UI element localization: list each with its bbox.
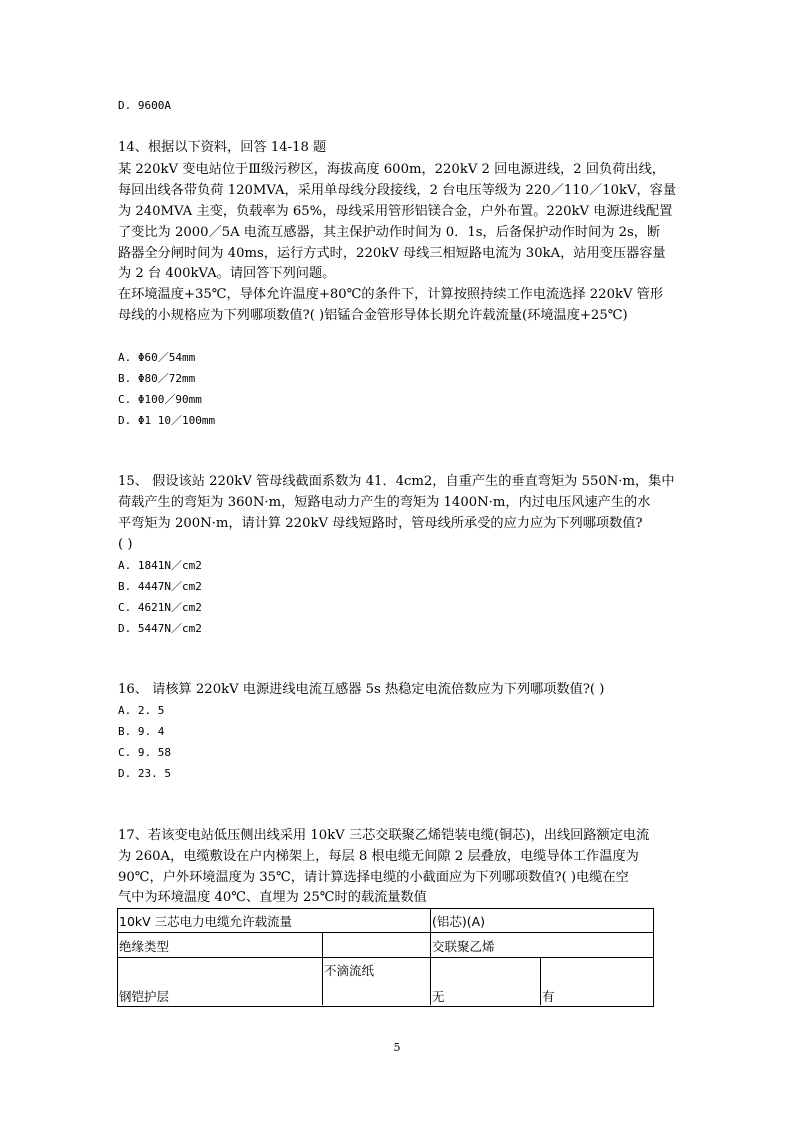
insulation-type-label: 绝缘类型 [119,939,170,954]
q16-option-c: C. 9. 58 [118,746,171,759]
table-title-unit: (铝芯)(A) [432,914,486,929]
table-rule [540,957,541,1005]
q15-text-line: ( ) [118,537,133,552]
q14-text-line: 母线的小规格应为下列哪项数值?( )铝锰合金管形导体长期允许载流量(环境温度+25℃) [118,308,628,323]
table-rule [430,908,431,932]
q14-option-c: C. Φ100／90mm [118,393,202,406]
q15-text-line: 15、 假设该站 220kV 管母线截面系数为 41．4cm2，自重产生的垂直弯矩为 550N·m，集中 [118,474,675,489]
steel-armor-label: 钢铠护层 [119,989,170,1004]
table-rule [430,932,431,1005]
q15-option-c: C. 4621N／cm2 [118,601,202,614]
q15-option-d: D. 5447N／cm2 [118,622,202,635]
q17-text-line: 为 260A，电缆敷设在户内梯架上，每层 8 根电缆无间隙 2 层叠放，电缆导体工作温度为 [118,849,639,864]
armor-none-label: 无 [432,989,445,1004]
table-rule [117,957,653,958]
q15-option-a: A. 1841N／cm2 [118,559,202,572]
q15-text-line: 荷载产生的弯矩为 360N·m，短路电动力产生的弯矩为 1400N·m，内过电压风速产生的水 [118,495,651,510]
q16-text-line: 16、 请核算 220kV 电源进线电流互感器 5s 热稳定电流倍数应为下列哪项数值?( ) [118,682,605,697]
table-rule [117,932,653,933]
q14-option-d: D. Φ1 10／100mm [118,414,216,427]
non-draining-paper-label: 不滴流纸 [324,963,375,978]
q16-option-b: B. 9. 4 [118,725,165,738]
q17-text-line: 90℃，户外环境温度为 35℃，请计算选择电缆的小截面应为下列哪项数值?( )电缆在空 [118,870,629,885]
q15-option-b: B. 4447N／cm2 [118,580,202,593]
armor-yes-label: 有 [542,989,555,1004]
q14-text-line: 为 240MVA 主变，负载率为 65%，母线采用管形铝镁合金，户外布置。220kV 电源进线配置 [118,204,673,219]
xlpe-label: 交联聚乙烯 [432,939,495,954]
q14-text-line: 路器全分闸时间为 40ms，运行方式时，220kV 母线三相短路电流为 30kA，站用变压器容量 [118,246,666,261]
q17-text-line: 17、若该变电站低压侧出线采用 10kV 三芯交联聚乙烯铠装电缆(铜芯)，出线回路额定电流 [118,828,650,843]
table-title: 10kV 三芯电力电缆允许载流量 [119,914,293,929]
q15-text-line: 平弯矩为 200N·m，请计算 220kV 母线短路时，管母线所承受的应力应为下列哪项数值? [118,516,643,531]
q16-option-d: D. 23. 5 [118,767,171,780]
q14-text-line: 为 2 台 400kVA。请回答下列问题。 [118,266,336,281]
option-d-prev: D. 9600A [118,99,171,112]
question-heading: 14、根据以下资料，回答 14-18 题 [118,140,327,155]
q17-text-line: 气中为环境温度 40℃、直埋为 25℃时的载流量数值 [118,890,427,905]
page-number: 5 [393,1041,401,1054]
q16-option-a: A. 2. 5 [118,704,165,717]
q14-text-line: 每回出线各带负荷 120MVA，采用单母线分段接线，2 台电压等级为 220／110／10kV，容量 [118,183,677,198]
q14-text-line: 某 220kV 变电站位于Ⅲ级污秽区，海拔高度 600m，220kV 2 回电源进线，2 回负荷出线， [118,162,665,177]
q14-option-b: B. Φ80／72mm [118,372,196,385]
q14-option-a: A. Φ60／54mm [118,351,196,364]
q14-text-line: 在环境温度+35℃，导体允许温度+80℃的条件下，计算按照持续工作电流选择 220kV 管形 [118,287,664,302]
q14-text-line: 了变比为 2000／5A 电流互感器，其主保护动作时间为 0．1s，后备保护动作时间为 2s，断 [118,225,661,240]
table-rule [322,932,323,1005]
